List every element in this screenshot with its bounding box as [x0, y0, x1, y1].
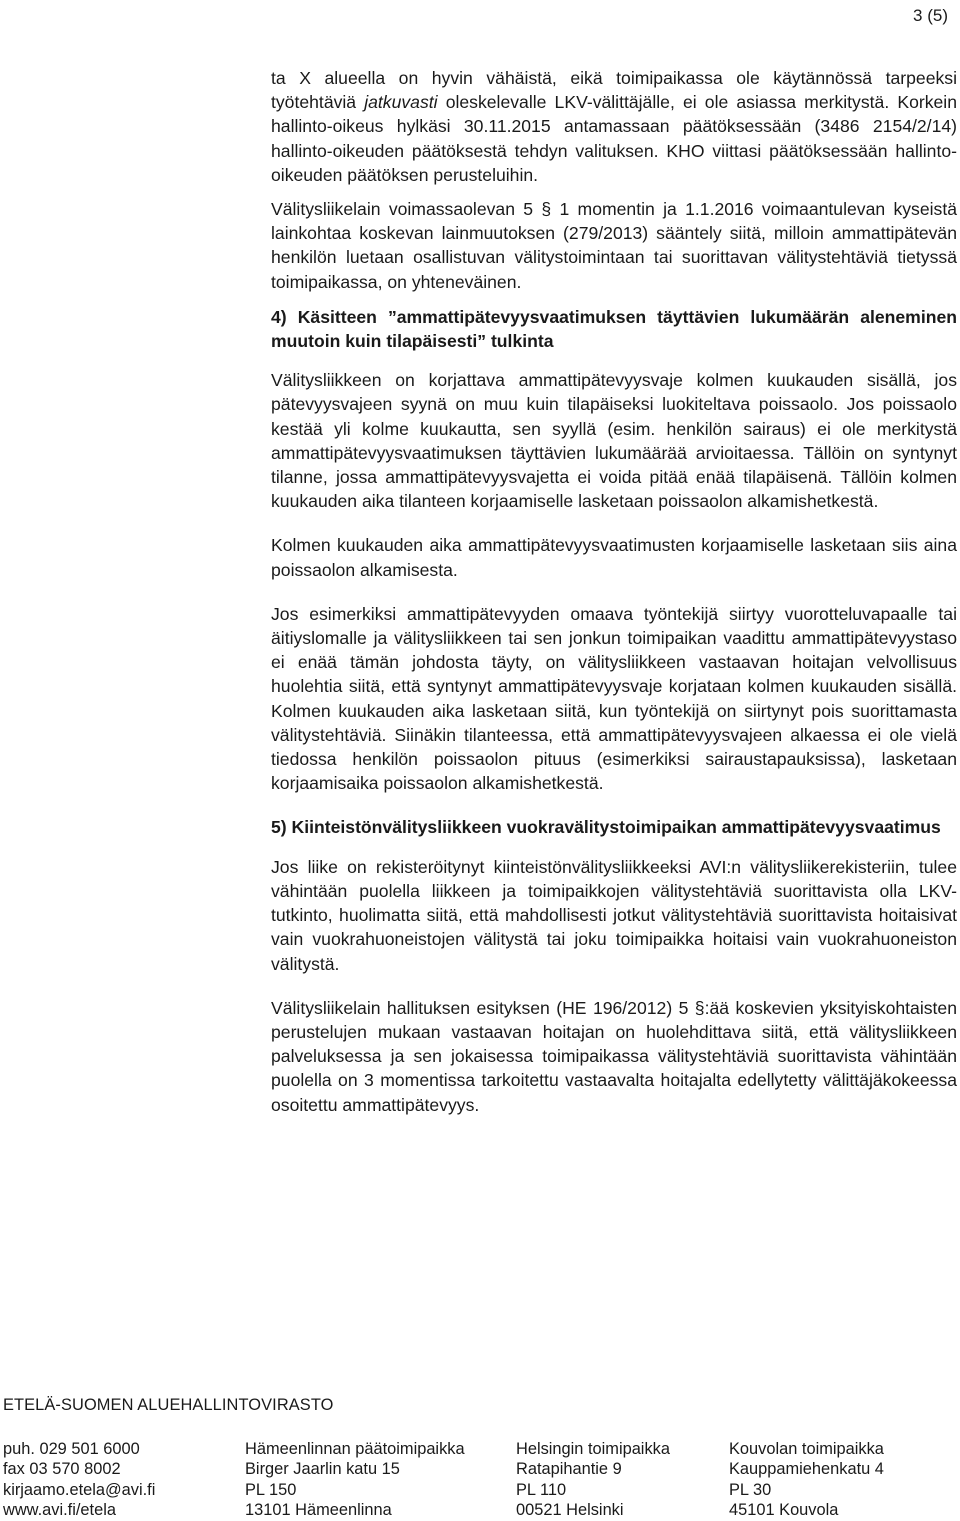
footer-office-name: Kouvolan toimipaikka: [729, 1440, 884, 1458]
footer-office-street: Ratapihantie 9: [516, 1460, 622, 1479]
paragraph-4: Kolmen kuukauden aika ammattipätevyysvaatimusten korjaamiselle lasketaan siis aina poissaolon alkamisesta.: [271, 535, 957, 580]
paragraph-1-part-a: ta X alueella on hyvin vähäistä, eikä toimipaikassa ole käytännössä tarpeeksi työtehtäviä: [271, 68, 957, 113]
footer-office-pobox: PL 110: [516, 1480, 567, 1499]
document-body: [271, 66, 957, 1117]
footer-office-name: Hämeenlinnan päätoimipaikka: [245, 1440, 465, 1458]
footer-hameenlinna-office: [245, 1439, 465, 1520]
footer-phone: puh. 029 501 6000: [3, 1440, 140, 1458]
paragraph-7: Välitysliikelain hallituksen esityksen (HE 196/2012) 5 §:ää koskevien yksityiskohtaisten perustelujen mukaan vastaavan hoitajan on huolehdittava siitä, että välitysliikkeen palveluksessa ja sen jokaisessa toimipaikassa välitystehtäviä suorittavista vähintään puolella on 3 momentissa tarkoitettu vastaavalta hoitajalta edellytetty välittäjäkokeessa osoitettu ammattipätevyys.: [271, 997, 957, 1115]
section-heading-5: 5) Kiinteistönvälitysliikkeen vuokravälitystoimipaikan ammattipätevyysvaatimus: [271, 817, 941, 838]
footer-office-name: Helsingin toimipaikka: [516, 1440, 670, 1458]
footer-office-pobox: PL 30: [729, 1480, 772, 1499]
footer-office-postal: 00521 Helsinki: [516, 1500, 624, 1519]
section-heading-4: 4) Käsitteen ”ammattipätevyysvaatimuksen täyttävien lukumäärän aleneminen muutoin kuin tilapäisesti” tulkinta: [271, 306, 957, 352]
footer-office-postal: 45101 Kouvola: [729, 1500, 839, 1519]
paragraph-3: Välitysliikkeen on korjattava ammattipätevyysvaje kolmen kuukauden sisällä, jos pätevyysvajeen syynä on muu kuin tilapäiseksi luokiteltava poissaolo. Jos poissaolo kestää yli kolme kuukautta, sen syyllä (esim. henkilön sairaus) ei ole merkitystä ammattipätevyysvaatimuksen täyttävien lukumäärää arvioitaessa. Tällöin on syntynyt tilanne, jossa ammattipätevyysvajetta ei voida pitää enää tilapäisenä. Tällöin kolmen kuukauden aika tilanteen korjaamiselle lasketaan poissaolon alkamishetkestä.: [271, 370, 957, 512]
paragraph-1: [271, 66, 957, 187]
paragraph-1-emphasis: jatkuvasti: [364, 92, 438, 113]
page-footer: [0, 1439, 960, 1521]
footer-helsinki-office: [516, 1439, 670, 1520]
paragraph-2: Välitysliikelain voimassaolevan 5 § 1 momentin ja 1.1.2016 voimaantulevan kyseistä lainkohtaa koskevan lainmuutoksen (279/2013) sääntely siitä, milloin ammattipätevän henkilön luetaan osallistuvan välitystoimintaan tai suorittavan välitystehtäviä tietyssä toimipaikassa, on yhteneväinen.: [271, 199, 957, 292]
footer-website: www.avi.fi/etela: [3, 1500, 116, 1519]
footer-office-pobox: PL 150: [245, 1480, 297, 1499]
footer-office-postal: 13101 Hämeenlinna: [245, 1500, 392, 1519]
paragraph-1-part-b: oleskelevalle LKV-välittäjälle, ei ole asiassa merkitystä. Korkein hallinto-oikeus hylkäsi 30.11.2015 antamassaan päätöksessään (3486 2154/2/14) hallinto-oikeuden päätöksestä tehdyn valituksen. KHO viittasi päätöksessään hallinto-oikeuden päätöksen perusteluihin.: [271, 92, 957, 185]
footer-fax: fax 03 570 8002: [3, 1460, 121, 1479]
page-number: 3 (5): [913, 6, 948, 25]
footer-email: kirjaamo.etela@avi.fi: [3, 1480, 156, 1499]
paragraph-6: Jos liike on rekisteröitynyt kiinteistönvälitysliikkeeksi AVI:n välitysliikerekisteriin, tulee vähintään puolella liikkeen ja toimipaikkojen välitystehtäviä suorittavista olla LKV-tutkinto, huolimatta siitä, että mahdollisesti jotkut välitystehtäviä suorittavista hoitaisivat vain vuokrahuoneistojen välitystä tai joku toimipaikka hoitaisi vain vuokrahuoneiston välitystä.: [271, 856, 957, 974]
paragraph-5: Jos esimerkiksi ammattipätevyyden omaava työntekijä siirtyy vuorotteluvapaalle tai äitiyslomalle ja välitysliikkeen tai sen jonkun toimipaikan vaadittu ammattipätevyystaso ei enää tämän johdosta täyty, on välitysliikkeen vastaavan hoitajan velvollisuus huolehtia siitä, että syntynyt ammattipätevyysvaje korjataan kolmen kuukauden sisällä. Kolmen kuukauden aika lasketaan siitä, kun työntekijä on siirtynyt pois suorittamasta välitystehtäviä. Siinäkin tilanteessa, että ammattipätevyysvajeen alkaessa ei ole vielä tiedossa henkilön poissaolon pituus (esimerkiksi sairaustapauksissa), lasketaan korjaamisaika poissaolon alkamishetkestä.: [271, 603, 957, 794]
agency-name: ETELÄ-SUOMEN ALUEHALLINTOVIRASTO: [3, 1396, 334, 1414]
footer-office-street: Birger Jaarlin katu 15: [245, 1460, 400, 1479]
footer-contact: [3, 1439, 155, 1520]
footer-kouvola-office: [729, 1439, 884, 1520]
footer-office-street: Kauppamiehenkatu 4: [729, 1460, 884, 1479]
